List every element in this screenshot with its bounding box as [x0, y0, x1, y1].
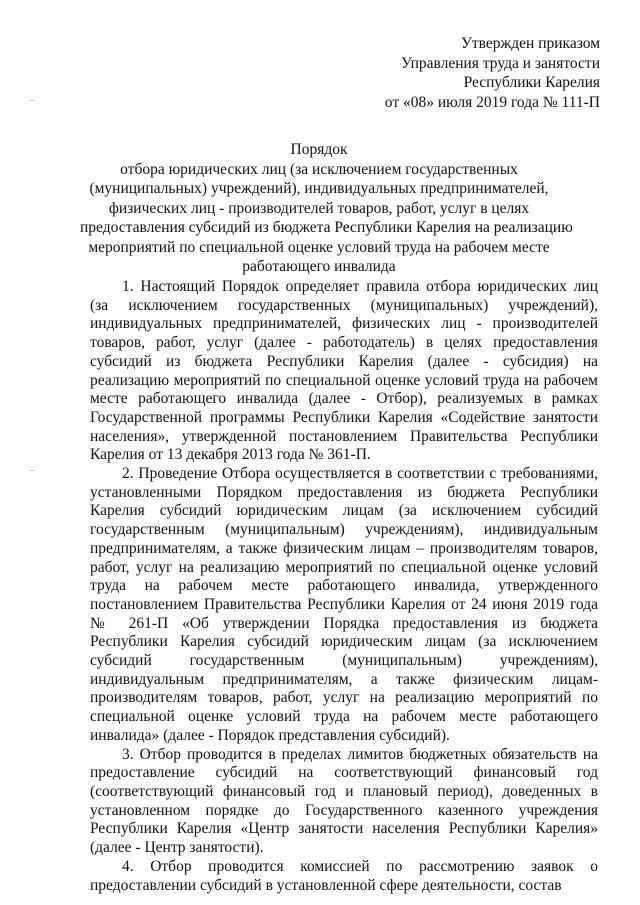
title-line: работающего инвалида — [242, 258, 396, 275]
approval-line: Управления труда и занятости — [400, 54, 600, 72]
paragraph-2: 2. Проведение Отбора осуществляется в соответствии с требованиями, установленными Порядком предоставления из бюджета Республики Карелия субсидий юридическим лицам (за исключением субсидий государственным (муниципальным) учреждениям), индивидуальным предпринимателям, а также физическим лицам – производителям товаров, работ, услуг на реализацию мероприятий по специальной оценке условий труда на рабочем месте работающего инвалида, утвержденного постановлением Правительства Республики Карелия от 24 июня 2019 года № 261-П «Об утверждении Порядка предоставления из бюджета Республики Карелия субсидий юридическим лицам (за исключением субсидий государственным (муниципальным) учреждениям), индивидуальным предпринимателям, а также физическим лицам-производителям товаров, работ, услуг на реализацию мероприятий по специальной оценке условий труда на рабочем месте работающего инвалида» (далее - Порядок представления субсидий). — [90, 465, 598, 744]
paragraph-3: 3. Отбор проводится в пределах лимитов бюджетных обязательств на предоставление субсидий на соответствующий финансовый год (соответствующий финансовый год и плановый период), доведенных в установленном порядке до Государственного казенного учреждения Республики Карелия «Центр занятости населения Республики Карелия» (далее - Центр занятости). — [90, 745, 598, 857]
title-line: отбора юридических лиц (за исключением государственных — [120, 160, 518, 178]
approval-date-line: от «08» июля 2019 года № 111-П — [384, 93, 600, 111]
title-line: (муниципальных) учреждений), индивидуальных предпринимателей, — [89, 180, 549, 197]
document-body — [90, 278, 598, 895]
scan-margin-mark — [30, 470, 34, 471]
title-line: предоставления субсидий из бюджета Республики Карелия на реализацию — [80, 219, 573, 236]
paragraph-4: 4. Отбор проводится комиссией по рассмотрению заявок о предоставлении субсидий в установленной сфере деятельности, состав — [90, 857, 598, 894]
approval-line: Утвержден приказом — [460, 35, 600, 52]
document-title — [80, 140, 573, 277]
title-line: физических лиц - производителей товаров, работ, услуг в целях — [108, 199, 530, 217]
title-heading: Порядок — [290, 141, 348, 158]
approval-line: Республики Карелия — [463, 74, 600, 91]
scan-margin-mark — [30, 100, 34, 101]
paragraph-1: 1. Настоящий Порядок определяет правила отбора юридических лиц (за исключением государственных (муниципальных) учреждений), индивидуальных предпринимателей, физических лиц - производителей товаров, работ, услуг (далее - работодатель) в целях предоставления субсидий из бюджета Республики Карелия (далее - субсидия) на реализацию мероприятий по специальной оценке условий труда на рабочем месте работающего инвалида (далее - Отбор), реализуемых в рамках Государственной программы Республики Карелия «Содействие занятости населения», утвержденной постановлением Правительства Республики Карелия от 13 декабря 2013 года № 361-П. — [90, 278, 598, 464]
title-line: мероприятий по специальной оценке условий труда на рабочем месте — [88, 238, 550, 256]
approval-stamp — [385, 34, 600, 112]
